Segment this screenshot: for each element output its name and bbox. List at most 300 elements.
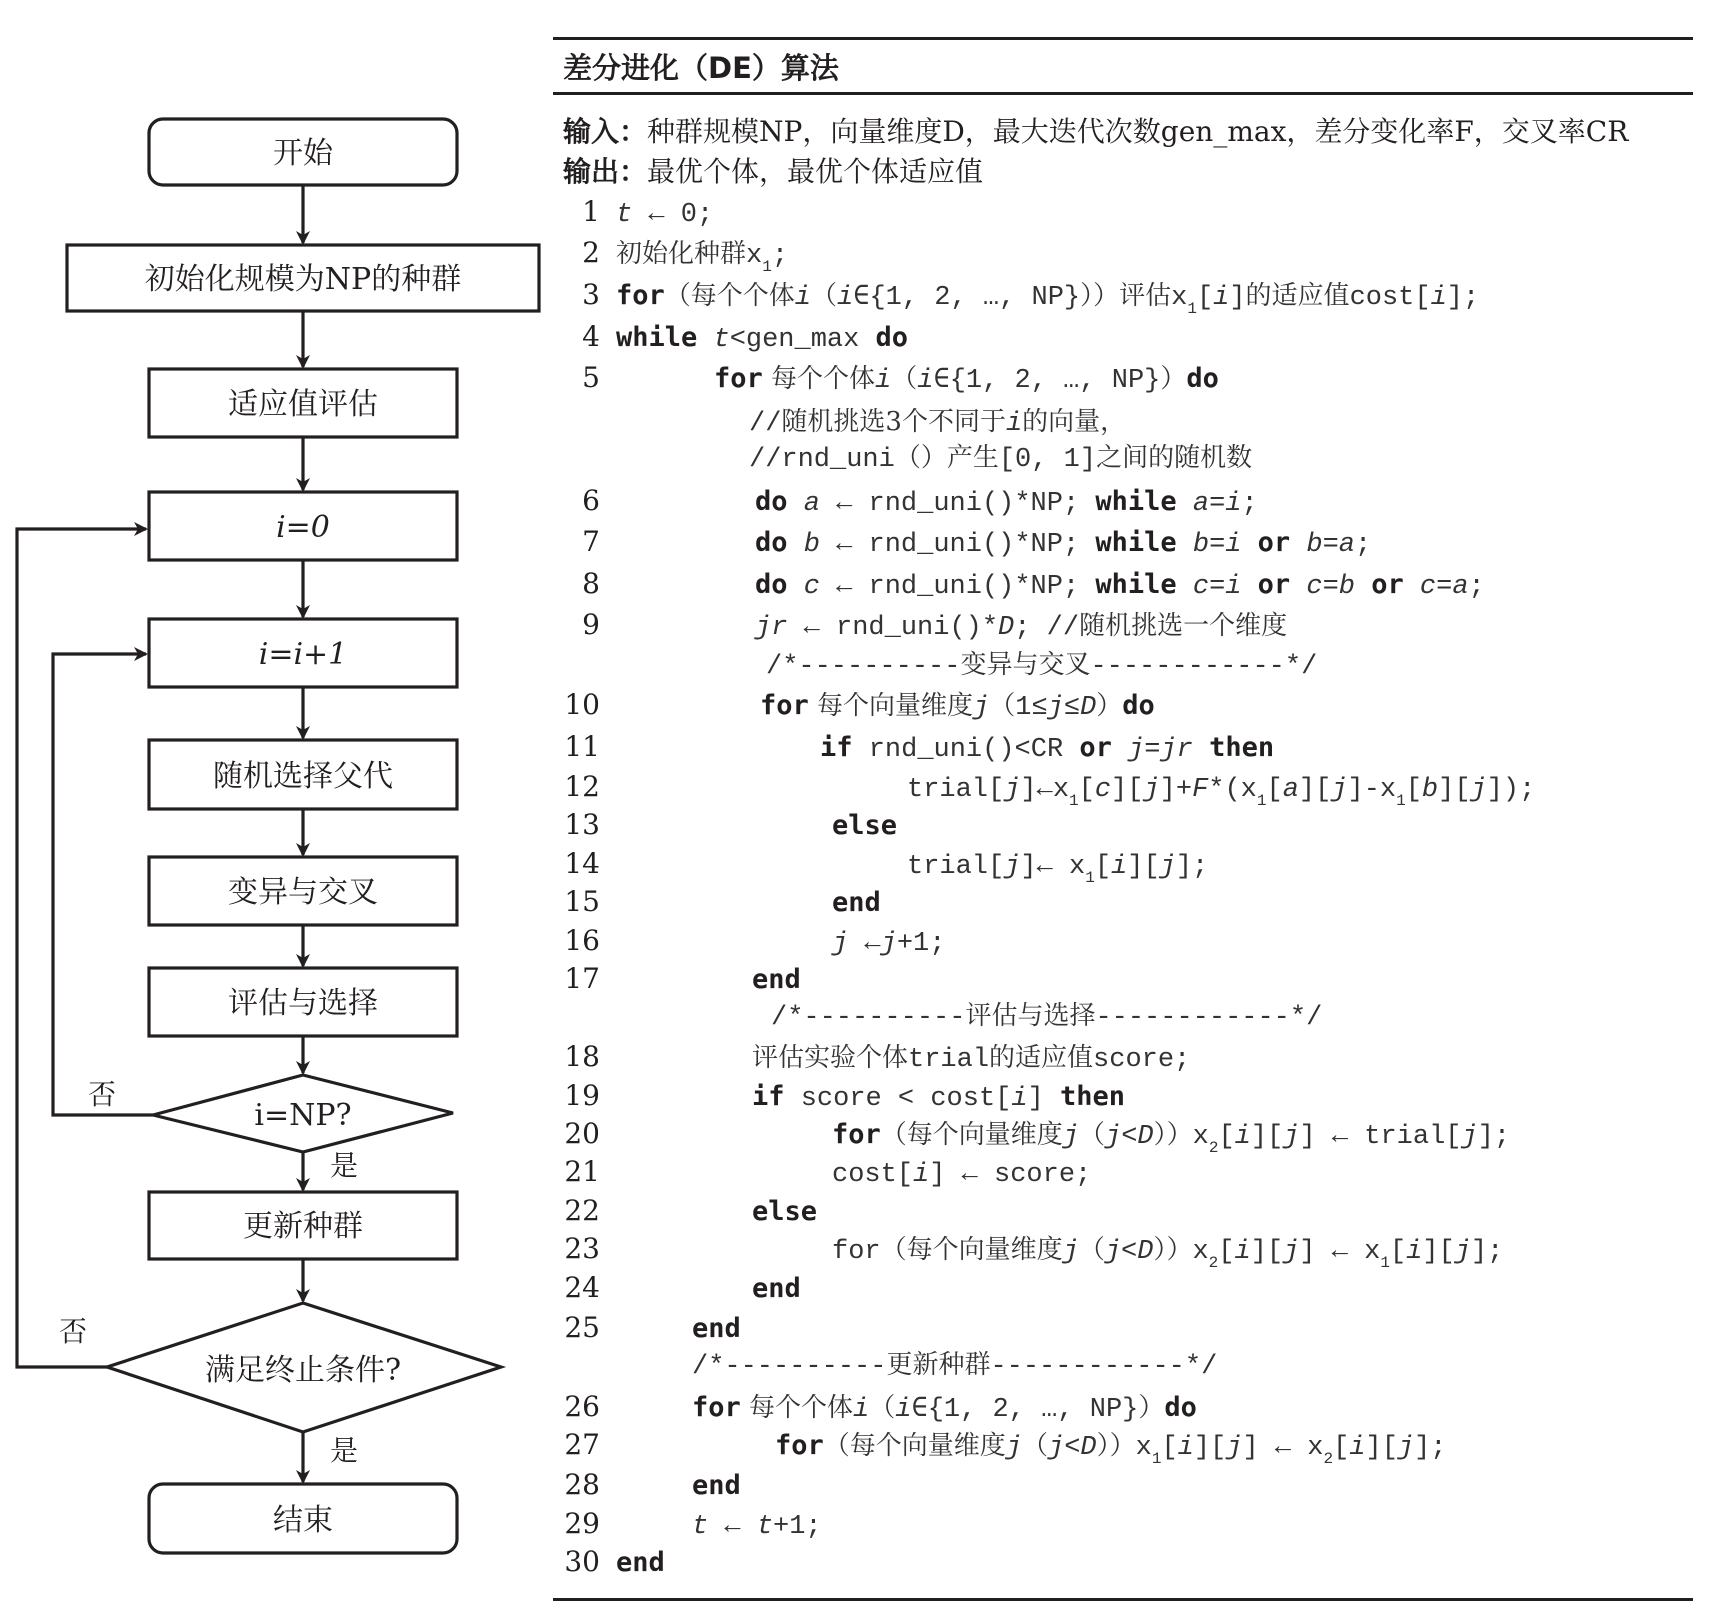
code-text: [832, 883, 881, 922]
code-token: j: [973, 693, 990, 723]
keyword: do: [1186, 363, 1219, 394]
code-token: （: [1078, 1235, 1105, 1265]
code-token: ←: [848, 929, 881, 959]
code-token: ------------*/: [990, 1352, 1218, 1382]
code-text: [755, 523, 1371, 564]
code-token: c: [1419, 572, 1437, 602]
code-token: jr: [755, 613, 788, 643]
code-token: [: [1333, 1433, 1350, 1463]
code-text: [752, 1077, 1125, 1118]
start-label: 开始: [273, 136, 333, 171]
code-token: j: [880, 929, 897, 959]
code-token: i: [1234, 1122, 1251, 1152]
line-number: 12: [564, 770, 600, 803]
keyword: while: [616, 322, 698, 353]
code-token: ）: [1096, 691, 1123, 721]
code-token: D: [1080, 693, 1097, 723]
keyword: then: [1059, 1081, 1125, 1112]
code-token: x: [1192, 1237, 1209, 1267]
code-token: [788, 572, 804, 602]
code-text: [832, 922, 945, 963]
keyword: if: [752, 1081, 785, 1112]
code-token: ------------*/: [1095, 1003, 1323, 1033]
keyword: end: [692, 1470, 741, 1501]
code-token: a: [803, 489, 820, 519]
code-text: [692, 1466, 741, 1505]
code-token: ] ← x: [1299, 1237, 1381, 1267]
line-number: 3: [582, 278, 600, 311]
code-token: 2: [1208, 1139, 1219, 1157]
keyword: for: [616, 280, 665, 311]
line-number: 27: [564, 1428, 600, 1461]
line-number: 2: [582, 236, 600, 269]
code-token: ]← x: [1020, 852, 1086, 882]
line-number: 10: [564, 688, 600, 721]
top-rule: [553, 37, 1693, 40]
fitness-label: 适应值评估: [228, 387, 378, 422]
code-token: ← rnd_uni()*: [787, 613, 999, 643]
select-label: 随机选择父代: [213, 759, 393, 794]
code-text: [714, 359, 1219, 400]
code-token: 1: [1151, 1450, 1162, 1468]
code-token: i: [917, 366, 934, 396]
code-token: 评估与选择: [965, 1001, 1096, 1031]
code-token: j: [1461, 1122, 1478, 1152]
code-token: i: [1213, 283, 1230, 313]
code-token: j: [1143, 775, 1160, 805]
code-token: ------------*/: [1090, 652, 1318, 682]
code-token: j: [1283, 1237, 1300, 1267]
code-token: x: [1135, 1433, 1152, 1463]
code-token: i: [1011, 1084, 1028, 1114]
code-token: ]-x: [1347, 775, 1397, 805]
yes-label-1: 是: [329, 1149, 359, 1182]
code-token: ][: [1422, 1237, 1455, 1267]
code-token: ]: [1229, 283, 1246, 313]
code-text: [832, 1230, 1503, 1282]
code-token: ][: [1250, 1122, 1284, 1152]
code-token: jr: [1160, 735, 1193, 765]
code-token: a: [1192, 489, 1210, 519]
code-token: /*----------: [766, 652, 961, 682]
code-token: ←: [708, 1512, 757, 1542]
code-token: 2: [1208, 1254, 1219, 1272]
keyword: do: [755, 486, 788, 517]
code-token: /*----------: [692, 1352, 887, 1382]
code-token: b: [1306, 530, 1323, 560]
code-token: i: [1234, 1237, 1251, 1267]
code-token: [1177, 489, 1193, 519]
code-token: <: [1121, 1122, 1138, 1152]
code-token: ][: [1365, 1433, 1398, 1463]
i0-label: i=0: [276, 510, 330, 545]
code-token: j: [1005, 1433, 1022, 1463]
keyword: end: [616, 1547, 665, 1578]
code-token: 每个个体: [740, 1393, 854, 1423]
code-token: [: [1094, 852, 1112, 882]
code-token: ）: [1160, 364, 1187, 394]
code-token: ∈{1, 2, …, NP}: [933, 366, 1161, 396]
code-token: =: [1209, 489, 1226, 519]
code-token: D: [1137, 1237, 1154, 1267]
code-token: [: [1266, 775, 1283, 805]
code-text: [832, 1153, 1091, 1194]
code-text: [752, 960, 801, 999]
code-token: i: [853, 1395, 870, 1425]
code-token: cost[: [832, 1160, 914, 1190]
code-token: i: [1349, 1433, 1366, 1463]
code-token: i: [895, 1395, 912, 1425]
line-number: 9: [582, 608, 600, 641]
code-token: [: [1078, 775, 1095, 805]
code-token: 1: [1256, 792, 1267, 810]
code-token: ];: [1175, 852, 1209, 882]
code-token: [0, 1]: [998, 445, 1097, 475]
code-token: j: [1159, 852, 1176, 882]
code-token: i: [1005, 409, 1023, 439]
line-number: 19: [564, 1079, 600, 1112]
keyword: do: [755, 569, 788, 600]
code-token: 的适应值: [1245, 281, 1350, 311]
code-text: [616, 318, 908, 359]
code-token: i: [794, 283, 811, 313]
code-token: （每个向量维度: [880, 1235, 1063, 1265]
code-token: i: [837, 283, 854, 313]
code-token: ]);: [1486, 775, 1536, 805]
code-token: [697, 325, 713, 355]
line-number: 24: [564, 1271, 600, 1304]
code-token: for: [832, 1237, 881, 1267]
code-token: [788, 530, 804, 560]
no-label-2: 否: [58, 1315, 88, 1348]
code-token: ;: [1241, 489, 1258, 519]
code-token: ][: [1111, 775, 1144, 805]
code-token: 1: [1069, 792, 1079, 810]
code-token: （）产生: [894, 443, 999, 473]
line-number: 11: [564, 730, 600, 763]
code-token: ]←x: [1020, 775, 1070, 805]
code-token: score;: [1093, 1045, 1191, 1075]
code-token: j: [1004, 775, 1021, 805]
code-token: D: [1137, 1122, 1154, 1152]
line-number: 20: [564, 1117, 600, 1150]
code-token: =: [1322, 572, 1339, 602]
code-token: ][: [1193, 1433, 1227, 1463]
code-token: ] ← trial[: [1299, 1122, 1462, 1152]
code-token: i: [1430, 283, 1447, 313]
code-token: 评估实验个体: [752, 1043, 909, 1073]
code-text: [755, 606, 1287, 647]
line-number: 18: [564, 1040, 600, 1073]
code-token: rnd_uni()<CR: [852, 735, 1080, 765]
code-token: （: [989, 691, 1016, 721]
evaluate-label: 评估与选择: [228, 986, 378, 1021]
code-token: ））评估: [1080, 281, 1172, 311]
code-token: ≤: [1063, 693, 1081, 723]
code-token: j: [1226, 1433, 1243, 1463]
code-token: （每个个体: [664, 281, 795, 311]
code-token: c: [1306, 572, 1323, 602]
iinc-label: i=i+1: [258, 637, 348, 672]
header-rule: [553, 92, 1693, 95]
code-text: [749, 402, 1126, 443]
code-token: （每个向量维度: [823, 1431, 1006, 1461]
code-token: 1: [1187, 300, 1197, 318]
line-number: 7: [582, 525, 600, 558]
code-token: =: [1144, 735, 1161, 765]
code-token: i: [1225, 572, 1242, 602]
code-token: [: [1161, 1433, 1178, 1463]
code-token: 更新种群: [886, 1350, 991, 1380]
keyword: while: [1095, 569, 1177, 600]
code-token: j: [1047, 693, 1064, 723]
code-token: ][: [1250, 1237, 1284, 1267]
line-number: 15: [564, 885, 600, 918]
keyword: for: [760, 690, 809, 721]
keyword: for: [832, 1119, 881, 1150]
code-token: 1: [1380, 1254, 1390, 1272]
code-token: /*----------: [771, 1003, 966, 1033]
algorithm-title: 差分进化（DE）算法: [563, 51, 839, 85]
code-token: ← rnd_uni()*NP;: [819, 572, 1096, 602]
code-token: +1;: [773, 1512, 822, 1542]
code-token: ] ← x: [1242, 1433, 1324, 1463]
line-number: 21: [564, 1155, 600, 1188]
code-token: t: [756, 1512, 774, 1542]
code-token: trial[: [907, 775, 1005, 805]
code-token: [: [1218, 1237, 1235, 1267]
code-token: i: [1111, 852, 1128, 882]
code-text: [766, 645, 1317, 686]
keyword: or: [1257, 569, 1291, 600]
end-label: 结束: [273, 1503, 333, 1538]
code-text: [760, 686, 1155, 727]
code-token: ;: [1468, 572, 1485, 602]
keyword: end: [752, 964, 801, 995]
code-token: =: [1209, 572, 1226, 602]
keyword: do: [1164, 1392, 1197, 1423]
code-token: ][: [1438, 775, 1471, 805]
code-text: [752, 1192, 817, 1231]
check-np-label: i=NP?: [254, 1098, 352, 1133]
code-token: i: [875, 366, 892, 396]
line-number: 17: [564, 962, 600, 995]
code-token: b: [1192, 530, 1210, 560]
code-token: j: [1105, 1122, 1122, 1152]
code-token: j: [1397, 1433, 1415, 1463]
check-stop-label: 满足终止条件?: [204, 1353, 402, 1388]
code-token: c: [1094, 775, 1112, 805]
code-token: [1177, 530, 1193, 560]
keyword: do: [875, 322, 909, 353]
line-number: 5: [582, 361, 600, 394]
keyword: else: [832, 810, 898, 841]
code-token: [1290, 572, 1306, 602]
code-token: i: [1177, 1433, 1194, 1463]
code-token: c: [803, 572, 820, 602]
code-token: [: [1405, 775, 1422, 805]
code-text: [616, 1543, 665, 1582]
code-token: ;: [1355, 530, 1372, 560]
code-token: 初始化种群: [616, 239, 747, 269]
code-token: ;: [771, 241, 789, 271]
keyword: end: [832, 887, 881, 918]
input-line: [563, 110, 1628, 150]
code-token: j: [1283, 1122, 1300, 1152]
code-token: [1241, 530, 1257, 560]
line-number: 25: [564, 1311, 600, 1344]
code-token: （: [869, 1393, 896, 1423]
code-token: [1355, 572, 1371, 602]
code-token: c: [1192, 572, 1210, 602]
code-token: [: [1389, 1237, 1407, 1267]
line-number: 28: [564, 1468, 600, 1501]
code-text: [907, 845, 1208, 897]
code-token: =: [1209, 530, 1226, 560]
code-token: 随机挑选3个不同于: [781, 407, 1006, 437]
code-token: （每个向量维度: [880, 1120, 1063, 1150]
code-token: i: [913, 1160, 930, 1190]
code-token: j: [832, 929, 849, 959]
code-token: j: [1104, 1237, 1122, 1267]
code-token: 每个个体: [762, 364, 876, 394]
code-text: [749, 438, 1252, 479]
code-token: [1404, 572, 1420, 602]
code-token: //rnd_uni: [749, 445, 895, 475]
code-token: ）: [1138, 1393, 1165, 1423]
code-token: score < cost[: [784, 1084, 1012, 1114]
code-token: t: [692, 1512, 709, 1542]
line-number: 8: [582, 567, 600, 600]
line-number: 1: [582, 195, 600, 228]
code-text: [616, 193, 713, 234]
keyword: for: [775, 1430, 824, 1461]
code-text: [820, 728, 1274, 769]
code-token: x: [1192, 1122, 1209, 1152]
code-token: ← rnd_uni()*NP;: [819, 530, 1096, 560]
keyword: then: [1209, 732, 1275, 763]
line-number: 13: [564, 808, 600, 841]
code-token: ][: [1298, 775, 1332, 805]
code-token: ] ← score;: [929, 1160, 1092, 1190]
keyword: else: [752, 1196, 818, 1227]
code-token: [788, 489, 804, 519]
code-token: j: [1470, 775, 1487, 805]
code-token: +1;: [896, 929, 946, 959]
mutate-label: 变异与交叉: [228, 875, 378, 910]
keyword: while: [1095, 486, 1177, 517]
code-token: ∈{1, 2, …, NP}: [853, 283, 1081, 313]
code-token: j: [1331, 775, 1348, 805]
code-text: [752, 1038, 1190, 1079]
code-token: i: [1225, 489, 1242, 519]
code-token: j: [1128, 735, 1145, 765]
code-token: b: [1421, 775, 1439, 805]
keyword: or: [1257, 527, 1291, 558]
line-number: 6: [582, 484, 600, 517]
code-token: <gen_max: [729, 325, 876, 355]
line-number: 26: [564, 1390, 600, 1423]
code-token: trial: [908, 1045, 990, 1075]
code-token: D: [1080, 1433, 1097, 1463]
code-token: ← rnd_uni()*NP;: [819, 489, 1096, 519]
keyword: end: [692, 1313, 741, 1344]
code-token: ];: [1414, 1433, 1447, 1463]
code-token: 的向量，: [1022, 407, 1127, 437]
code-token: ））: [1096, 1431, 1136, 1461]
keyword: or: [1079, 732, 1112, 763]
code-token: [1290, 530, 1306, 560]
code-text: [775, 1426, 1447, 1478]
keyword: end: [752, 1273, 801, 1304]
code-token: ← 0;: [632, 200, 714, 230]
code-token: j: [1062, 1122, 1079, 1152]
code-token: <: [1121, 1237, 1138, 1267]
code-token: 的适应值: [989, 1043, 1094, 1073]
code-token: （: [811, 281, 838, 311]
code-token: （: [1079, 1120, 1106, 1150]
code-token: t: [616, 200, 633, 230]
code-token: [1177, 572, 1193, 602]
code-token: =: [1436, 572, 1453, 602]
code-token: ]+: [1159, 775, 1193, 805]
code-token: ））: [1153, 1235, 1193, 1265]
code-token: 每个向量维度: [808, 691, 974, 721]
keyword: while: [1095, 527, 1177, 558]
code-token: （: [1022, 1431, 1049, 1461]
inner-loop-arrow: [53, 654, 153, 1115]
code-token: 2: [1323, 1450, 1334, 1468]
code-token: ]: [1027, 1084, 1060, 1114]
code-token: a: [1452, 572, 1469, 602]
code-token: x: [1171, 283, 1188, 313]
no-label-1: 否: [87, 1078, 117, 1111]
code-token: i: [1406, 1237, 1423, 1267]
yes-label-2: 是: [329, 1434, 359, 1467]
code-token: b: [803, 530, 820, 560]
code-token: trial[: [907, 852, 1005, 882]
code-token: ];: [1477, 1122, 1511, 1152]
code-token: t: [713, 325, 730, 355]
code-token: x: [746, 241, 763, 271]
keyword: if: [820, 732, 853, 763]
keyword: or: [1371, 569, 1404, 600]
flowchart: [0, 0, 560, 1608]
input-text: 种群规模NP，向量维度D，最大迭代次数gen_max，差分变化率F，交叉率CR: [647, 115, 1629, 148]
keyword: do: [1122, 690, 1155, 721]
code-text: [692, 1309, 741, 1348]
code-token: 之间的随机数: [1096, 443, 1253, 473]
code-text: [832, 806, 897, 845]
line-number: 14: [564, 847, 600, 880]
line-number: 23: [564, 1232, 600, 1265]
code-token: j: [1062, 1237, 1079, 1267]
code-token: [: [1218, 1122, 1235, 1152]
output-text: 最优个体，最优个体适应值: [647, 155, 984, 188]
input-label: 输入：: [563, 115, 648, 148]
code-token: j: [1004, 852, 1021, 882]
code-token: =: [1322, 530, 1339, 560]
code-token: j: [1048, 1433, 1065, 1463]
code-token: <: [1064, 1433, 1081, 1463]
code-token: ∈{1, 2, …, NP}: [911, 1395, 1139, 1425]
line-number: 29: [564, 1507, 600, 1540]
code-token: 1≤: [1015, 693, 1048, 723]
code-token: cost[: [1349, 283, 1431, 313]
code-text: [692, 1345, 1217, 1386]
code-token: 1: [1396, 792, 1406, 810]
keyword: do: [755, 527, 788, 558]
